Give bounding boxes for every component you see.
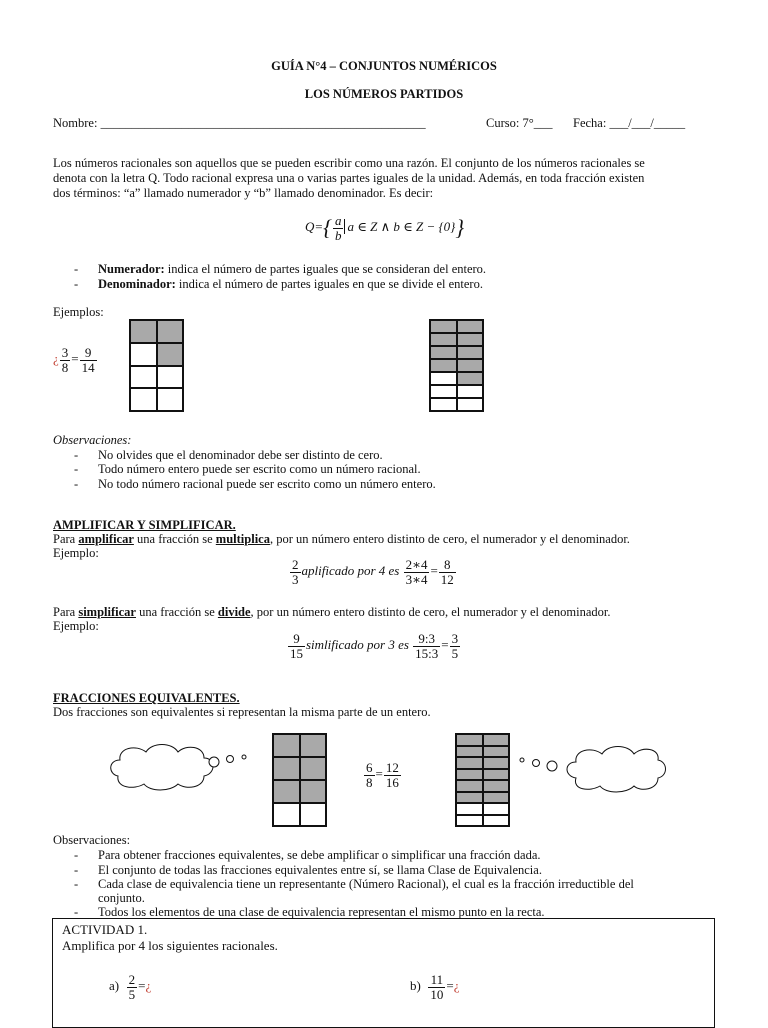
equivalence-formula: $\frac{6}{8}$ = $\frac{12}{16}$ <box>366 760 399 790</box>
term-bullet: - <box>74 277 79 291</box>
keyword-simplificar: simplificar <box>78 605 136 619</box>
grid-cell <box>130 388 157 411</box>
grid-cell <box>157 388 184 411</box>
simplify-definition: Para simplificar una fracción se divide, por un número entero distinto de cero, el numerador y el denominador. <box>53 605 611 619</box>
grid-cell-shaded <box>457 333 484 346</box>
thought-cloud-right-icon <box>516 742 668 798</box>
grid-cell <box>157 366 184 389</box>
obs-bullet: - <box>74 848 79 862</box>
grid-cell-shaded <box>273 780 300 803</box>
rational-set-formula: Q={ $\frac{a}{b}$ a ∈ Z ∧ b ∈ Z − {0}} <box>305 213 465 243</box>
course-field[interactable]: Curso: 7°___ <box>486 116 553 130</box>
obs-item: Todos los elementos de una clase de equivalencia representan el mismo punto en la recta. <box>98 905 545 919</box>
answer-placeholder[interactable]: ¿ <box>453 978 460 994</box>
example-num1: 3 <box>61 345 69 360</box>
term-label: Numerador: <box>98 262 165 276</box>
obs-bullet: - <box>74 477 79 491</box>
obs-bullet: - <box>74 448 79 462</box>
grid-cell-shaded <box>456 780 483 792</box>
grid-cell <box>430 385 457 398</box>
grid-cell <box>457 398 484 411</box>
simplify-example-formula: $\frac{9}{15}$ simlificado por 3 es $\frac{9:3}{15:3}$ = $\frac{3}{5}$ <box>290 631 459 661</box>
question-mark: ¿ <box>53 351 59 367</box>
grid-cell-shaded <box>300 757 327 780</box>
grid-cell-shaded <box>457 346 484 359</box>
grid-cell <box>456 815 483 827</box>
grid-cell <box>430 372 457 385</box>
grid-cell-shaded <box>483 780 510 792</box>
obs-item: Todo número entero puede ser escrito como un número racional. <box>98 462 421 476</box>
grid-cell-shaded <box>456 757 483 769</box>
grid-cell-shaded <box>430 359 457 372</box>
obs-item: No todo número racional puede ser escrito como un número entero. <box>98 477 436 491</box>
term-denominador <box>98 277 483 292</box>
examples-label: Ejemplos: <box>53 305 104 319</box>
intro-line: denota con la letra Q. Todo racional expresa una o varias partes iguales de la unidad. Además, en toda fracción existen <box>53 171 645 185</box>
grid-cell <box>130 343 157 366</box>
grid-cell-shaded <box>300 734 327 757</box>
observations-label: Observaciones: <box>53 433 132 447</box>
example-equation <box>53 346 98 374</box>
example-den2: 14 <box>81 359 95 375</box>
example-label: Ejemplo: <box>53 546 99 560</box>
obs-item: No olvides que el denominador debe ser distinto de cero. <box>98 448 383 462</box>
grid-cell-shaded <box>483 746 510 758</box>
activity-instruction: Amplifica por 4 los siguientes racionales. <box>62 938 278 953</box>
grid-cell-shaded <box>456 734 483 746</box>
grid-cell-shaded <box>456 769 483 781</box>
name-label: Nombre: <box>53 116 101 130</box>
formula-q: Q= <box>305 219 324 235</box>
keyword-amplificar: amplificar <box>78 532 134 546</box>
formula-rest: a ∈ Z ∧ b ∈ Z − {0} <box>344 219 455 234</box>
grid-cell <box>130 366 157 389</box>
example-label: Ejemplo: <box>53 619 99 633</box>
activity-title: ACTIVIDAD 1. <box>62 922 148 937</box>
formula-a: a <box>334 213 342 228</box>
obs-bullet: - <box>74 877 79 891</box>
formula-b: b <box>334 227 342 243</box>
term-text: indica el número de partes iguales en que se divide el entero. <box>175 277 483 291</box>
example-num2: 9 <box>80 346 97 361</box>
intro-paragraph <box>53 156 718 201</box>
grid-cell-shaded <box>483 757 510 769</box>
intro-line: Los números racionales son aquellos que se pueden escribir como una razón. El conjunto de los números racionales se <box>53 156 645 170</box>
observations-label: Observaciones: <box>53 833 131 847</box>
grid-cell-shaded <box>456 792 483 804</box>
obs-bullet: - <box>74 905 79 919</box>
grid-cell-shaded <box>430 320 457 333</box>
example-den1: 8 <box>61 359 69 375</box>
grid-cell-shaded <box>130 320 157 343</box>
grid-cell-shaded <box>430 346 457 359</box>
obs-bullet: - <box>74 863 79 877</box>
grid-cell <box>430 398 457 411</box>
grid-cell-shaded <box>300 780 327 803</box>
grid-cell <box>456 803 483 815</box>
grid-cell-shaded <box>430 333 457 346</box>
grid-cell-shaded <box>157 320 184 343</box>
grid-cell-shaded <box>456 746 483 758</box>
equivalent-definition: Dos fracciones son equivalentes si representan la misma parte de un entero. <box>53 705 431 719</box>
grid-cell-shaded <box>483 792 510 804</box>
fraction-grid-12-16 <box>455 733 510 827</box>
amplify-definition: Para amplificar una fracción se multiplica, por un número entero distinto de cero, el numerador y el denominador. <box>53 532 630 546</box>
exercise-b[interactable]: b) $\frac{11}{10}$ =¿ <box>410 972 460 1002</box>
obs-bullet: - <box>74 462 79 476</box>
grid-cell-shaded <box>457 320 484 333</box>
obs-item: El conjunto de todas las fracciones equivalentes entre sí, se llama Clase de Equivalencia. <box>98 863 542 877</box>
grid-cell-shaded <box>273 757 300 780</box>
fraction-grid-9-14 <box>429 319 484 412</box>
name-blank[interactable]: ____________________________________________________ <box>100 116 426 130</box>
intro-line: dos términos: “a” llamado numerador y “b” llamado denominador. Es decir: <box>53 186 434 200</box>
term-numerador <box>98 262 486 277</box>
exercise-a[interactable]: a) $\frac{2}{5}$ =¿ <box>109 972 152 1002</box>
term-label: Denominador: <box>98 277 176 291</box>
date-field[interactable]: Fecha: ___/___/_____ <box>573 116 686 130</box>
amplify-example-formula: $\frac{2}{3}$ aplificado por 4 es $\frac{2∗4}{3∗4}$ = $\frac{8}{12}$ <box>292 557 454 587</box>
keyword-multiplica: multiplica <box>215 532 270 546</box>
grid-cell <box>300 803 327 826</box>
term-bullet: - <box>74 262 79 276</box>
grid-cell-shaded <box>273 734 300 757</box>
obs-item: Cada clase de equivalencia tiene un representante (Número Racional), el cual es la fracción irreductible del <box>98 877 634 891</box>
keyword-divide: divide <box>217 605 251 619</box>
grid-cell <box>483 803 510 815</box>
equals-sign: = <box>71 351 79 367</box>
page-subtitle: LOS NÚMEROS PARTIDOS <box>304 87 464 101</box>
grid-cell <box>273 803 300 826</box>
activity-box <box>52 918 715 1028</box>
grid-cell-shaded <box>457 372 484 385</box>
name-field[interactable] <box>53 116 426 131</box>
exercise-b-label: b) <box>410 978 421 994</box>
page-title: GUÍA N°4 – CONJUNTOS NUMÉRICOS <box>271 59 497 73</box>
fraction-grid-6-8 <box>272 733 327 827</box>
grid-cell-shaded <box>457 359 484 372</box>
grid-cell-shaded <box>157 343 184 366</box>
grid-cell <box>457 385 484 398</box>
exercise-a-label: a) <box>109 978 120 994</box>
fraction-grid-3-8 <box>129 319 184 412</box>
grid-cell-shaded <box>483 734 510 746</box>
section-heading-amplify: AMPLIFICAR Y SIMPLIFICAR. <box>53 518 236 532</box>
obs-item: Para obtener fracciones equivalentes, se debe amplificar o simplificar una fracción dada. <box>98 848 541 862</box>
grid-cell-shaded <box>483 769 510 781</box>
term-text: indica el número de partes iguales que se consideran del entero. <box>164 262 487 276</box>
obs-item-continuation: conjunto. <box>98 891 145 905</box>
section-heading-equivalent: FRACCIONES EQUIVALENTES. <box>53 691 240 705</box>
answer-placeholder[interactable]: ¿ <box>145 978 152 994</box>
thought-cloud-left-icon <box>106 740 256 796</box>
grid-cell <box>483 815 510 827</box>
